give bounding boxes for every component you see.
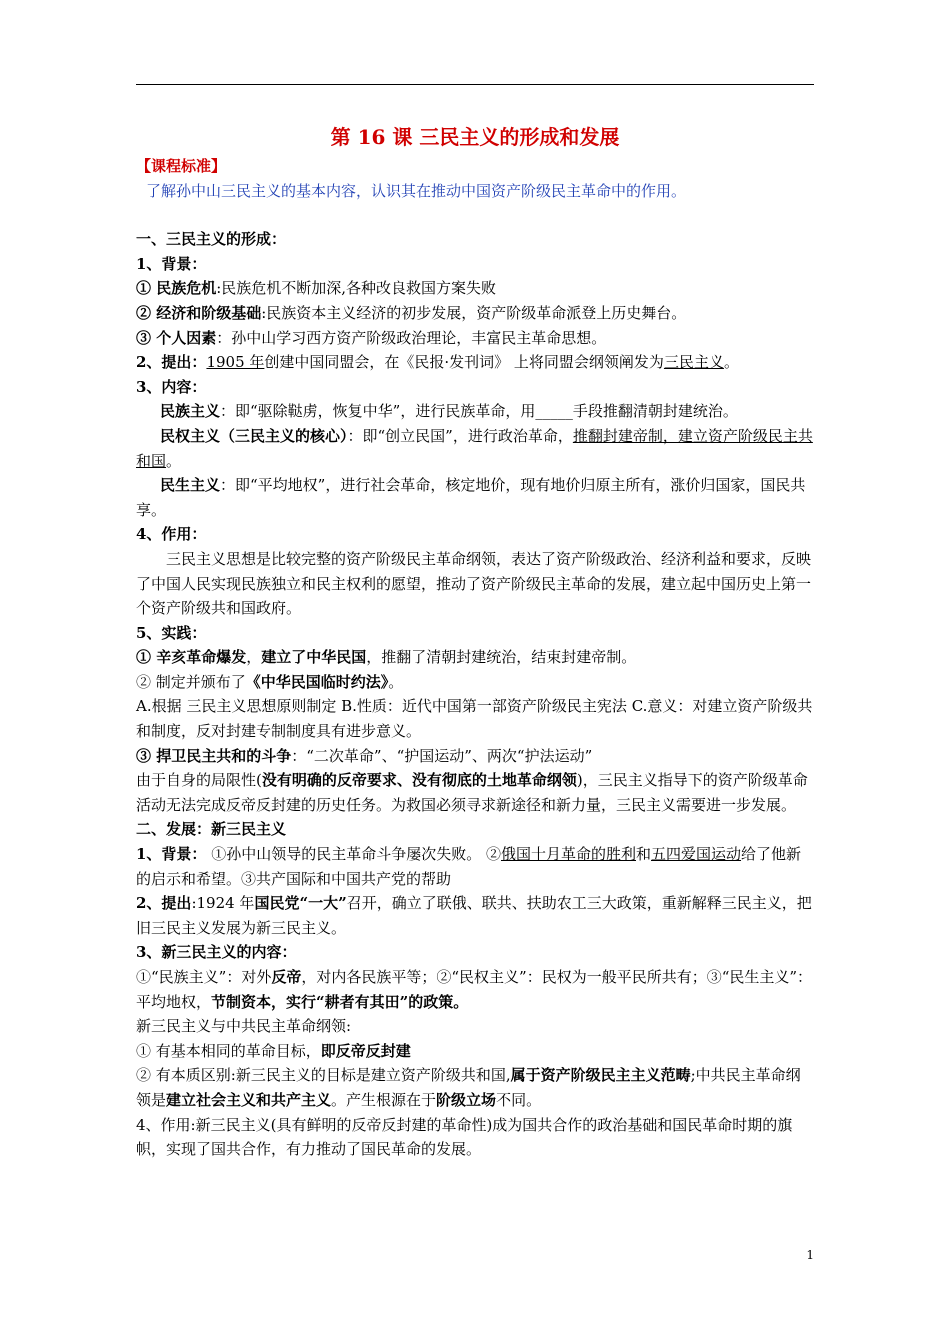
s1-practice-1: ① 辛亥革命爆发，建立了中华民国，推翻了清朝封建统治，结束封建帝制。	[136, 648, 637, 667]
s1-background-heading: 1、背景：	[136, 254, 207, 273]
s1-practice-3: A.根据 三民主义思想原则制定 B.性质：近代中国第一部资产阶级民主宪法 C.意义：对建立资产阶级共和制度，反对封建专制制度具有进步意义。	[136, 697, 813, 741]
page-number: 1	[806, 1248, 814, 1262]
s1-practice-heading: 5、实践：	[136, 623, 207, 642]
s1-practice-2: ② 制定并颁布了《中华民国临时约法》。	[136, 672, 404, 691]
s2-content: ①“民族主义”：对外反帝，对内各民族平等；②“民权主义”：民权为一般平民所共有；③“民生主义”：平均地权，节制资本，实行“耕者有其田”的政策。	[136, 968, 813, 1011]
page-title: 第 16 课 三民主义的形成和发展	[330, 125, 620, 149]
header-rule	[136, 84, 814, 85]
document-body	[136, 120, 814, 1162]
s2-background: 1、背景： ①孙中山领导的民主革命斗争屡次失败。 ②俄国十月革命的胜利和五四爱国运动给了他新的启示和希望。③共产国际和中国共产党的帮助	[136, 845, 802, 888]
s1-bg-item-1: ① 民族危机:民族危机不断加深,各种改良救国方案失败	[136, 279, 497, 298]
s2-compare-2: ② 有本质区别:新三民主义的目标是建立资产阶级共和国,属于资产阶级民主主义范畴;中共民主革命纲领是建立社会主义和共产主义。产生根源在于阶级立场不同。	[136, 1066, 801, 1109]
s2-content-heading: 3、新三民主义的内容：	[136, 943, 297, 962]
s1-democracy: 民权主义（三民主义的核心）：即“创立民国”，进行政治革命，推翻封建帝制，建立资产阶级民主共和国。	[136, 426, 813, 470]
standard-text: 了解孙中山三民主义的基本内容，认识其在推动中国资产阶级民主革命中的作用。	[146, 181, 687, 200]
s2-compare-1: ① 有基本相同的革命目标，即反帝反封建	[136, 1041, 411, 1060]
s1-bg-item-2: ② 经济和阶级基础:民族资本主义经济的初步发展，资产阶级革命派登上历史舞台。	[136, 303, 687, 322]
section2-heading: 二、发展：新三民主义	[136, 820, 287, 839]
s1-proposal: 2、提出：1905 年创建中国同盟会，在《民报·发刊词》 上将同盟会纲领阐发为三民主义。	[136, 353, 739, 372]
section1-heading: 一、三民主义的形成：	[136, 230, 287, 249]
s1-nationalism: 民族主义：即“驱除鞑虏，恢复中华”，进行民族革命，用_____手段推翻清朝封建统治。	[160, 402, 738, 421]
s2-proposal: 2、提出:1924 年国民党“一大”召开，确立了联俄、联共、扶助农工三大政策，重新解释三民主义，把旧三民主义发展为新三民主义。	[136, 894, 812, 937]
s2-compare-heading: 新三民主义与中共民主革命纲领:	[136, 1017, 352, 1036]
s1-limitation: 由于自身的局限性(没有明确的反帝要求、没有彻底的土地革命纲领)，三民主义指导下的资产阶级革命活动无法完成反帝反封建的历史任务。为救国必须寻求新途径和新力量，三民主义需要进一步发展。	[136, 771, 808, 814]
s1-bg-item-3: ③ 个人因素：孙中山学习西方资产阶级政治理论，丰富民主革命思想。	[136, 328, 607, 347]
s1-role-text: 三民主义思想是比较完整的资产阶级民主革命纲领，表达了资产阶级政治、经济利益和要求，反映了中国人民实现民族独立和民主权利的愿望，推动了资产阶级民主革命的发展，建立起中国历史上第一个资产阶级共和国政府。	[136, 549, 812, 618]
s1-practice-4: ③ 捍卫民主共和的斗争：“二次革命”、“护国运动”、两次“护法运动”	[136, 746, 593, 765]
s2-role: 4、作用:新三民主义(具有鲜明的反帝反封建的革命性)成为国共合作的政治基础和国民革命时期的旗帜，实现了国共合作，有力推动了国民革命的发展。	[136, 1115, 793, 1159]
s1-content-heading: 3、内容：	[136, 377, 207, 396]
s1-role-heading: 4、作用：	[136, 525, 207, 544]
s1-livelihood: 民生主义：即“平均地权”，进行社会革命，核定地价，现有地价归原主所有，涨价归国家，国民共享。	[136, 476, 806, 519]
standard-heading: 【课程标准】	[136, 157, 227, 175]
